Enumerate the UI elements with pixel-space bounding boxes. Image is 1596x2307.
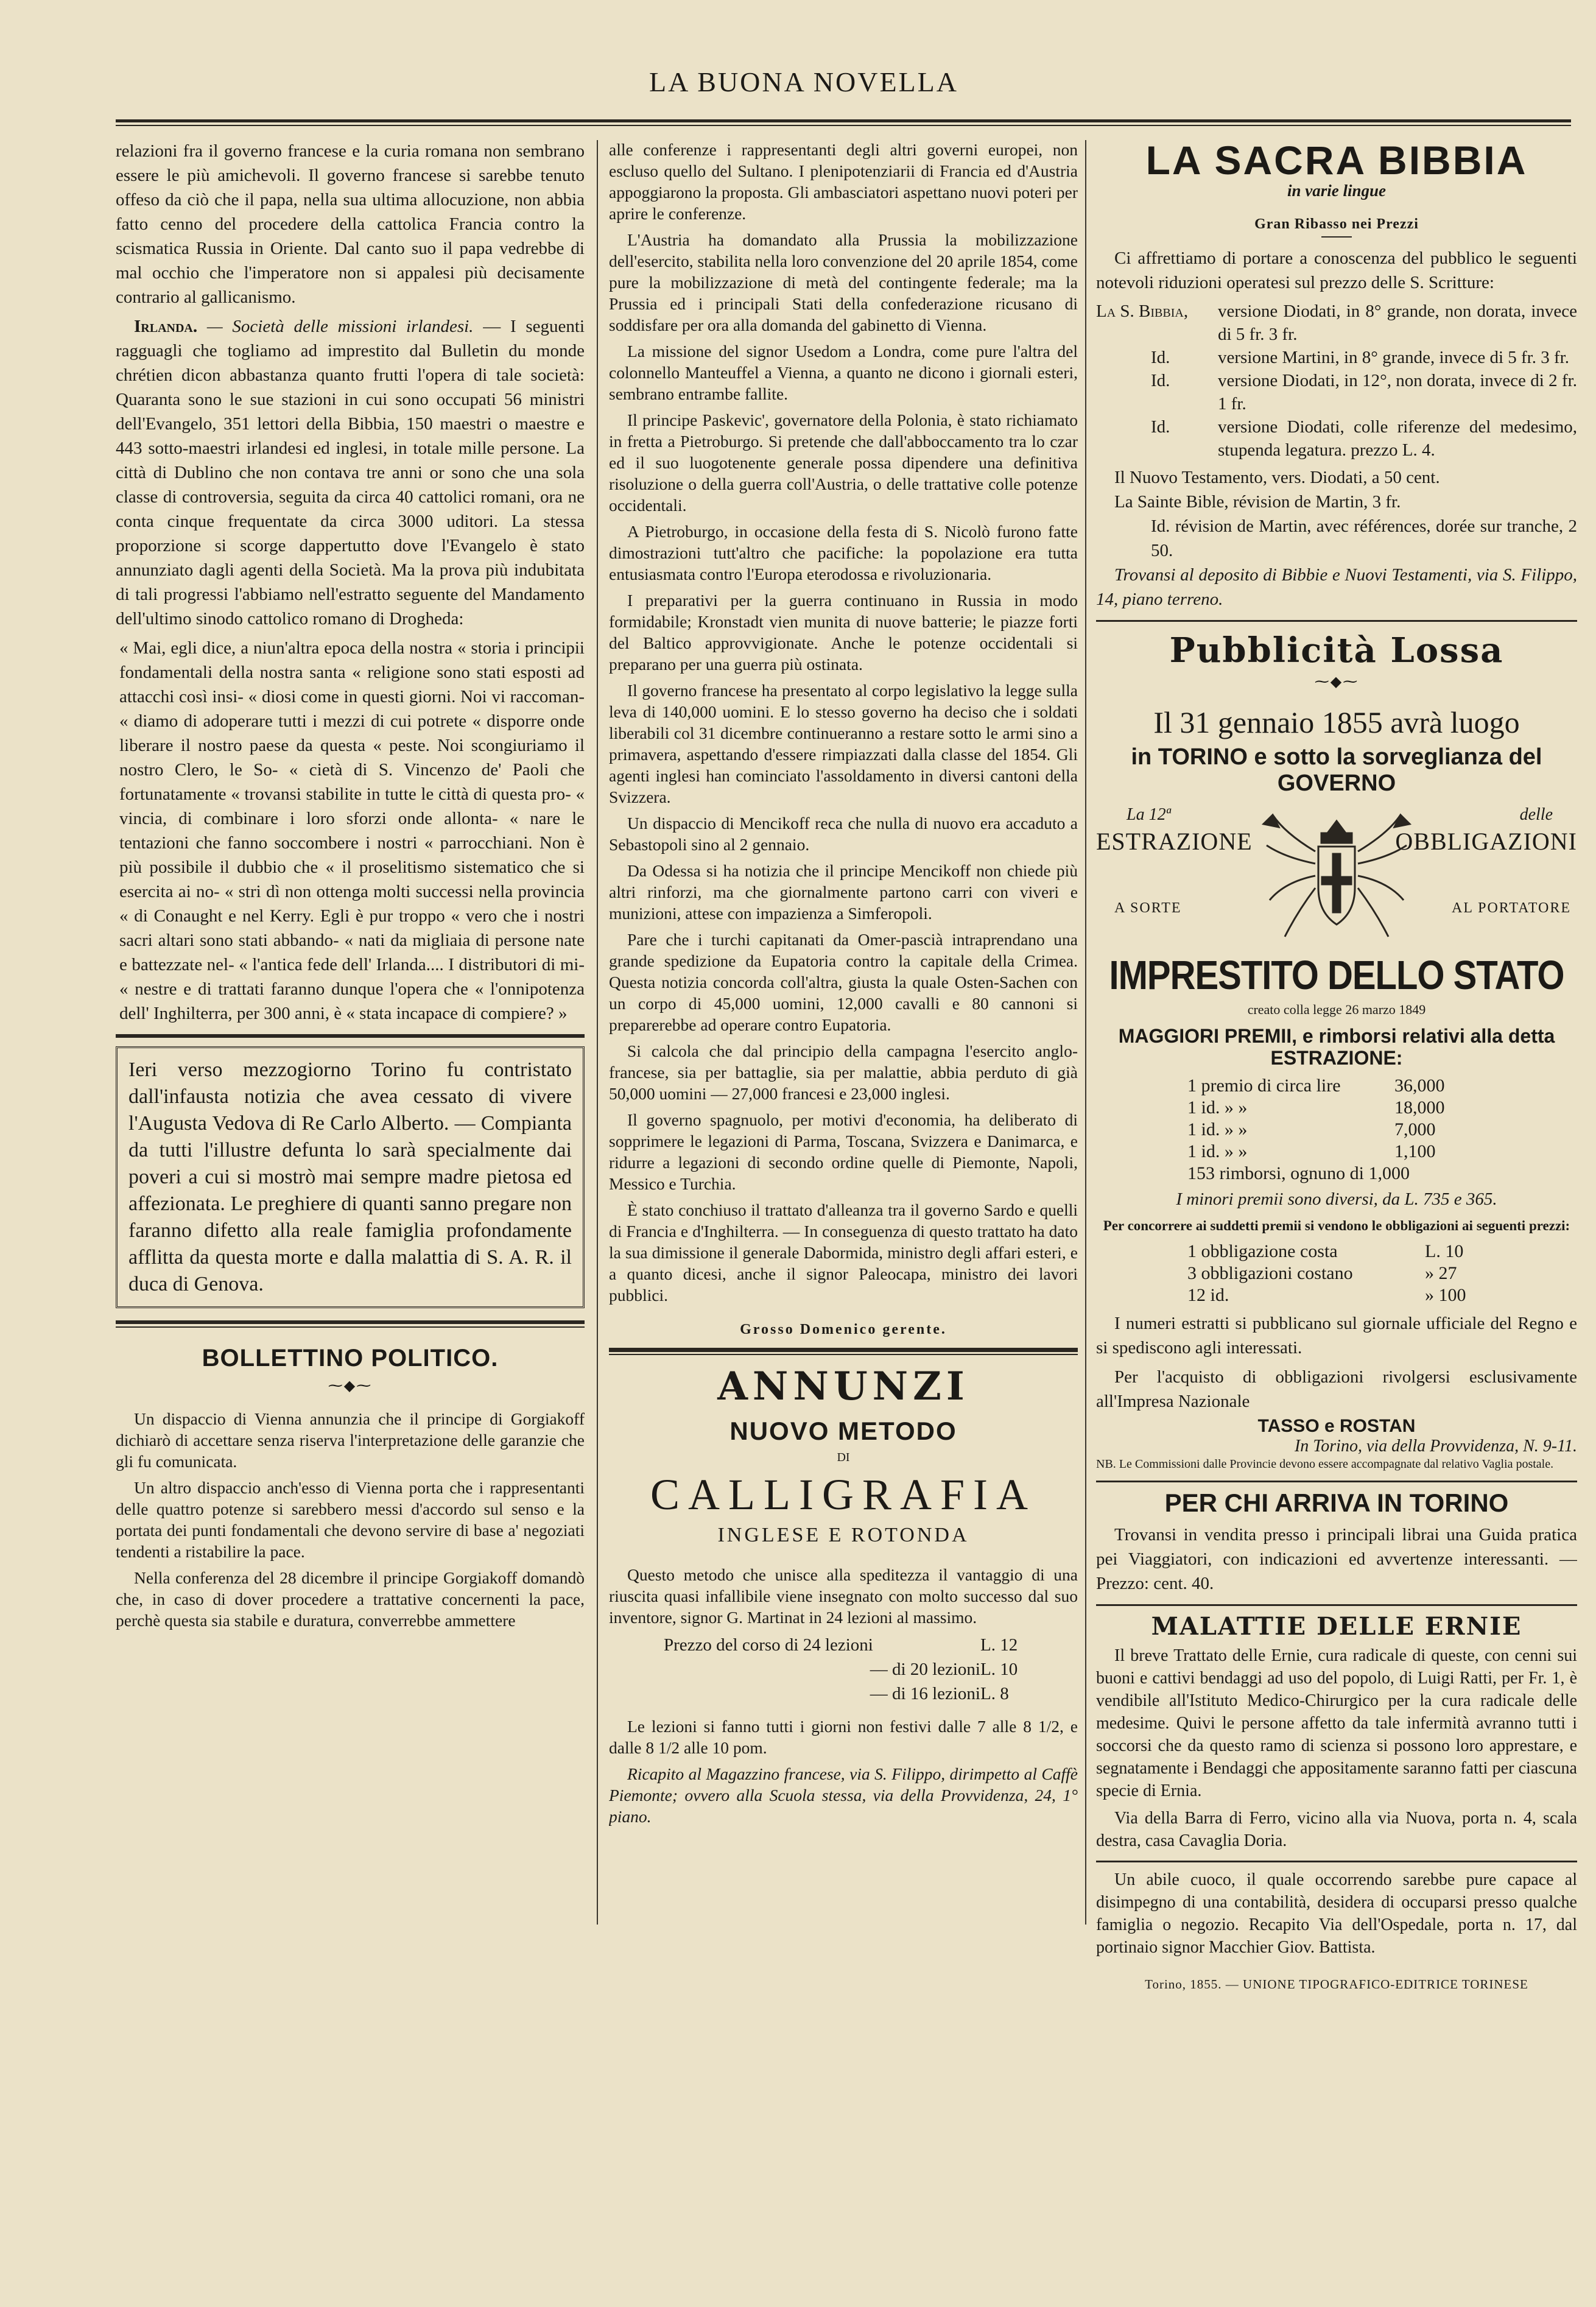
cost-label: 3 obbligazioni costano	[1187, 1263, 1353, 1283]
per-concorrere: Per concorrere ai suddetti premii si vendono le obbligazioni ai seguenti prezzi:	[1103, 1218, 1570, 1233]
trovansi: Trovansi al deposito di Bibbie e Nuovi Testamenti, via S. Filippo, 14, piano terreno.	[1096, 565, 1577, 609]
price-row	[609, 1657, 1078, 1682]
al-portatore-label: AL PORTATORE	[1452, 900, 1571, 916]
masthead: LA BUONA NOVELLA	[649, 66, 958, 97]
annunzi-rule	[609, 1348, 1078, 1352]
prize-row	[1096, 1097, 1577, 1119]
nuovo-testamento: Il Nuovo Testamento, vers. Diodati, a 50 cent.	[1114, 468, 1440, 487]
malattie-text: Il breve Trattato delle Ernie, cura radicale di queste, con cenni sui buoni e cattivi bendaggi ad uso del popolo, di Luigi Ratti, per Fr. 1, è vendibile all'Istituto Medico-Chirurgico per la cura radicale delle medesime. Quivi le persone affetto da tale infermità avranno tutti i soccorsi che da questo ramo di scienza si possono loro apprestare, e segnatamente i Bendaggi che appositamente saranno fatti per ciascuna specie di Ernia.	[1096, 1646, 1577, 1800]
column-2	[609, 139, 1078, 2167]
entry-text: versione Martini, in 8° grande, invece di 5 fr. 3 fr.	[1218, 348, 1569, 367]
box-rule-thin	[116, 1326, 585, 1328]
inglese-rotonda: INGLESE E ROTONDA	[717, 1524, 969, 1546]
news-paragraph: Si calcola che dal principio della campagna l'esercito anglo-francese, sia per battaglie, sia per malattie, abbia perduto di già 50,000 uomini — 27,000 francesi e 23,000 inglesi.	[609, 1041, 1078, 1103]
calligrafia-address: Ricapito al Magazzino francese, via S. Filippo, dirimpetto al Caffè Piemonte; ovvero alla Scuola stessa, via della Provvidenza, 24, 1° piano.	[609, 1764, 1078, 1826]
prize-row	[1096, 1075, 1577, 1097]
news-paragraph: I preparativi per la guerra continuano in Russia in modo formidabile; Kronstadt vien munita di nuove batterie; le piazze forti del Baltico approvvigionate. Anche le potenze occidentali si preparano per una guerra più ostinata.	[609, 591, 1078, 674]
cost-value: » 27	[1425, 1263, 1457, 1283]
numeri-estratti: I numeri estratti si pubblicano sul giornale ufficiale del Regno e si spediscono agli interessati.	[1096, 1314, 1577, 1358]
ornament: ⁓◆⁓	[328, 1378, 373, 1394]
bibbia-entry	[1096, 415, 1577, 462]
entry-label: Id.	[1151, 348, 1170, 367]
bollettino-paragraph: Nella conferenza del 28 dicembre il principe Gorgiakoff domandò che, in caso di dover procedere a trattative concernenti la pace, perchè questa sia stabile e duratura, converrebbe ammettere	[116, 1568, 585, 1630]
article-paragraph: relazioni fra il governo francese e la curia romana non sembrano essere le più amichevoli. Il governo francese si sarebbe tenuto offeso da ciò che il papa, nella sua ultima allocuzione, non abbia fatto cenno del procedere della cattolica Francia contro la scismatica Russia in Oriente. Dal canto suo il papa vedrebbe di mal occhio che l'imperatore non si appalesi più decisamente contrario al gallicanismo.	[116, 141, 585, 307]
premi-heading: MAGGIORI PREMII, e rimborsi relativi alla detta ESTRAZIONE:	[1118, 1025, 1555, 1069]
price-value: L. 10	[980, 1660, 1018, 1679]
column-1	[116, 139, 585, 2167]
bibbia-entry	[1096, 346, 1577, 369]
price-label: — di 16 lezioni	[870, 1684, 980, 1703]
annunzi-heading: ANNUNZI	[717, 1364, 969, 1409]
tasso-rostan: TASSO e ROSTAN	[1257, 1416, 1416, 1436]
creato-legge: creato colla legge 26 marzo 1849	[1247, 1002, 1426, 1017]
entry-text: versione Diodati, colle riferenze del medesimo, stupenda legatura. prezzo L. 4.	[1218, 417, 1577, 460]
cost-row	[1096, 1241, 1577, 1263]
prize-label: 1 premio di circa lire	[1187, 1076, 1341, 1096]
gerente-signature: Grosso Domenico gerente.	[740, 1322, 947, 1337]
section-rule	[1096, 1604, 1577, 1606]
bibbia-entry	[1096, 369, 1577, 415]
section-rule	[1096, 1481, 1577, 1482]
masthead-rule-thin	[116, 125, 1571, 126]
bibbia-subtitle: in varie lingue	[1287, 181, 1386, 200]
sainte-bible: La Sainte Bible, révision de Martin, 3 fr.	[1114, 492, 1401, 512]
prize-row	[1096, 1119, 1577, 1141]
estrazione-label: ESTRAZIONE	[1096, 828, 1253, 855]
torino-address: In Torino, via della Provvidenza, N. 9-11.	[1294, 1437, 1577, 1456]
lottery-date: Il 31 gennaio 1855 avrà luogo	[1153, 705, 1520, 739]
pubblicita-title: Pubblicità Lossa	[1169, 630, 1504, 671]
prize-value: 7,000	[1394, 1119, 1436, 1139]
cost-row	[1096, 1263, 1577, 1284]
price-list	[609, 1633, 1078, 1706]
irlanda-text: — I seguenti ragguagli che togliamo ad imprestito dal Bulletin du monde chrétien dicon abbastanza quanto frutti l'opera di tale società: Quaranta sono le sue stazioni in cui sono occupati 56 ministri dell'Evangelo, 351 lettori della Bibbia, 150 maestri o maestre e 443 sotto-maestri irlandesi ed inglesi, in totale mille persone. La città di Dublino che non contava tre anni or sono che una sola classe di controversia, seguita da circa 40 cattolici romani, ora ne conta cinque frequentate da circa 3000 uditori. La stessa proporzione si scorge dappertutto dove l'Evangelo è stato annunziato dagli agenti della Società. Ma la prova più indubitata di tali progressi l'abbiamo nell'estratto seguente del Mandamento dell'ultimo sinodo cattolico romano di Drogheda:	[116, 317, 585, 629]
cost-value: » 100	[1425, 1285, 1466, 1305]
arriva-text: Trovansi in vendita presso i principali librai una Guida pratica pei Viaggiatori, con indicazioni ed avvertenze interessanti. — Prezzo: cent. 40.	[1096, 1525, 1577, 1593]
calligrafia-schedule: Le lezioni si fanno tutti i giorni non festivi dalle 7 alle 8 1/2, e dalle 8 1/2 alle 10 pom.	[609, 1717, 1078, 1757]
news-paragraph: È stato conchiuso il trattato d'alleanza tra il governo Sardo e quelli di Francia e d'Inghilterra. — In conseguenza di questo trattato ha dato la sua dimissione il generale Dabormida, ministro degli affari esteri, e a quanto dicesi, anche il signor Paleocapa, ministro dei lavori pubblici.	[609, 1200, 1078, 1305]
a-sorte-label: A SORTE	[1114, 900, 1182, 916]
news-paragraph: Un dispaccio di Mencikoff reca che nulla di nuovo era accaduto a Sebastopoli sino al 2 gennaio.	[609, 814, 1078, 854]
prize-label: 1 id. » »	[1187, 1119, 1248, 1139]
bollettino-heading: BOLLETTINO POLITICO.	[202, 1345, 499, 1372]
price-row	[609, 1682, 1078, 1706]
mourning-notice: Ieri verso mezzogiorno Torino fu contristato dall'infausta notizia che avea cessato di vivere l'Augusta Vedova di Re Carlo Alberto. — Compianta da tutti l'illustre defunta lo sarà specialmente dai poveri a cui si mostrò mai sempre madre pietosa ed affezionata. Le preghiere di quanti sanno pregare non faranno difetto alla reale famiglia profondamente afflitta da questa morte e dalla malattia di S. A. R. il duca di Genova.	[116, 1046, 585, 1308]
section-rule	[1096, 1861, 1577, 1862]
prize-row	[1096, 1141, 1577, 1163]
short-rule	[1321, 236, 1352, 238]
news-paragraph: A Pietroburgo, in occasione della festa di S. Nicolò furono fatte dimostrazioni tutt'altro che pacifiche: la popolazione era tutta entusiasmata contro l'Europa eterodossa e rivoluzionaria.	[609, 522, 1078, 583]
bibbia-entry	[1096, 300, 1577, 346]
price-label: — di 20 lezioni	[870, 1660, 980, 1679]
news-paragraph: L'Austria ha domandato alla Prussia la mobilizzazione dell'esercito, stabilita nella loro convenzione del 20 aprile 1854, come pure la mobilizzazione di metà del contingente federale; ma la Prussia ed i principali Stati della confederazione ricusano di soddisfare per ora alla domanda del gabinetto di Vienna.	[609, 230, 1078, 334]
imprestito-heading: IMPRESTITO DELLO STATO	[1109, 953, 1564, 998]
lottery-emblem	[1096, 805, 1577, 949]
news-paragraph: Da Odessa si ha notizia che il principe Mencikoff non chiede più altri rinforzi, ma che giornalmente partono carri con viveri e munizioni, attese con impazienza a Simferopoli.	[609, 861, 1078, 923]
delle-label: delle	[1519, 805, 1553, 824]
section-rule	[1096, 620, 1577, 622]
price-value: L. 8	[980, 1684, 1009, 1703]
column-3	[1096, 139, 1577, 2167]
savoy-crest-icon	[1260, 809, 1413, 949]
cuoco-notice: Un abile cuoco, il quale occorrendo sarebbe pure capace al disimpegno di una contabilità, desidera di occuparsi presso qualche famiglia o negozio. Recapito Via dell'Ospedale, porta n. 17, dal portinaio signor Macchier Giov. Battista.	[1096, 1870, 1577, 1957]
entry-label: Id.	[1151, 371, 1170, 390]
cost-label: 1 obbligazione costa	[1187, 1241, 1338, 1261]
bollettino-paragraph: Un altro dispaccio anch'esso di Vienna porta che i rappresentanti delle quattro potenze si sarebbero messi d'accordo sul senso e la portata dei punti fondamentali che devono servire di base a' negoziati tendenti a ristabilire la pace.	[116, 1478, 585, 1561]
prize-value: 18,000	[1394, 1097, 1445, 1118]
news-paragraph: Il principe Paskevic', governatore della Polonia, è stato richiamato in fretta a Pietroburgo. Si pretende che dall'abboccamento tra lo czar ed il suo luogotenente generale possa dipendere una definitiva risoluzione o della guerra coll'Austria, o delle trattative colle potenze occidentali.	[609, 410, 1078, 515]
masthead-rule	[116, 119, 1571, 122]
prize-value: 36,000	[1394, 1076, 1445, 1096]
acquisto: Per l'acquisto di obbligazioni rivolgersi esclusivamente all'Impresa Nazionale	[1096, 1367, 1577, 1411]
news-paragraph: Pare che i turchi capitanati da Omer-pascià intraprendano una grande spedizione da Eupatoria contro la capitale della Crimea. Questa notizia concorda coll'altra, giusta la quale Osten-Sachen con un corpo di 45,000 uomini, 12,000 cavalli e 80 cannoni si preparerebbe ad operare contro Eupatoria.	[609, 930, 1078, 1034]
news-paragraph: La missione del signor Usedom a Londra, come pure l'altra del colonnello Manteuffel a Vienna, a quanto ne dicono i giornali esteri, sembrano entrambe fallite.	[609, 342, 1078, 403]
bollettino-paragraph: Un dispaccio di Vienna annunzia che il principe di Gorgiakoff dichiarò di accettare senza riserva l'interpretazione delle garanzie che gli fu comunicata.	[116, 1409, 585, 1471]
bibbia-intro: Ci affrettiamo di portare a conoscenza del pubblico le seguenti notevoli riduzioni operatesi sul prezzo delle S. Scritture:	[1096, 248, 1577, 292]
prize-value: 1,100	[1394, 1141, 1436, 1161]
ornament: ⁓◆⁓	[1314, 674, 1359, 690]
irlanda-article	[116, 314, 585, 631]
cost-list	[1096, 1241, 1577, 1306]
box-rule	[116, 1320, 585, 1324]
bibbia-title: LA SACRA BIBBIA	[1145, 139, 1528, 183]
printer-footer: Torino, 1855. — UNIONE TIPOGRAFICO-EDITRICE TORINESE	[1145, 1977, 1528, 1992]
lottery-place: in TORINO e sotto la sorveglianza del GOVERNO	[1131, 744, 1542, 796]
rimborsi: 153 rimborsi, ognuno di 1,000	[1187, 1163, 1410, 1183]
annunzi-rule-thin	[609, 1354, 1078, 1355]
entry-label: Id.	[1151, 417, 1170, 437]
la12-label: La 12ª	[1127, 805, 1171, 824]
cost-row	[1096, 1284, 1577, 1306]
column-divider-2	[1085, 140, 1086, 1925]
irlanda-label: Irlanda.	[134, 317, 198, 336]
news-paragraph: Il governo francese ha presentato al corpo legislativo la legge sulla leva di 140,000 uomini. E lo stesso governo ha deciso che i soldati liberabili col 31 dicembre continueranno a restare sotto le armi sino a primavera, aspettando d'essere rimpiazzati dalla classe del 1854. Gli agenti inglesi han cominciato l'assoldamento in diversi cantoni della Svizzera.	[609, 681, 1078, 806]
cost-label: 12 id.	[1187, 1285, 1229, 1305]
price-row	[609, 1633, 1078, 1657]
price-value: L. 12	[980, 1635, 1018, 1655]
irlanda-title: — Società delle missioni irlandesi.	[206, 317, 474, 336]
drogheda-quote: « Mai, egli dice, a niun'altra epoca della nostra « storia i principii fondamentali della nostra santa « religione sono stati esposti ad attacchi così insi- « diosi come in questi giorni. Noi vi raccoman- « diamo di adoperare tutti i mezzi di cui potrete « disporre onde liberare il nostro paese da questa « peste. Noi scongiuriamo il nostro Clero, le So- « cietà di S. Vincenzo de' Paoli che fortunatamente « trovansi stabilite in tutte le città di questa pro- « vincia, di combinare i loro sforzi onde allonta- « nare le tentazioni che fanno soccombere i nostri « parrocchiani. Non è più possibile il dubbio che « il proselitismo sistematico che si esercita ai no- « stri dì non ottenga molti successi nella provincia « di Conaught e nel Kerry. Egli è pur troppo « vero che i nostri sacri altari sono stati abbando- « nati da migliaia di persone nate e battezzate nel- « l'antica fede dell' Irlanda.... I distributori di mi- « nestre e di trattati faranno dunque l'opera che « l'onnipotenza dell' Inghilterra, per 300 anni, è « stata incapace di compiere? »	[119, 638, 585, 1023]
malattie-address: Via della Barra di Ferro, vicino alla via Nuova, porta n. 4, scala destra, casa Cavaglia Doria.	[1096, 1809, 1577, 1850]
cost-value: L. 10	[1425, 1241, 1464, 1261]
entry-text: versione Diodati, in 8° grande, non dorata, invece di 5 fr. 3 fr.	[1218, 301, 1577, 344]
prize-label: 1 id. » »	[1187, 1097, 1248, 1118]
nb-note: NB. Le Commissioni dalle Provincie devono essere accompagnate dal relativo Vaglia postale.	[1096, 1457, 1554, 1471]
malattie-heading: MALATTIE DELLE ERNIE	[1151, 1612, 1522, 1641]
entry-text: versione Diodati, in 12°, non dorata, invece di 2 fr. 1 fr.	[1218, 371, 1577, 414]
price-label: Prezzo del corso di 24 lezioni	[664, 1635, 873, 1655]
calligrafia-text: Questo metodo che unisce alla speditezza il vantaggio di una riuscita quasi infallibile viene insegnato con molto successo dal suo inventore, signor G. Martinat in 24 lezioni al massimo.	[609, 1565, 1078, 1627]
nuovo-metodo: NUOVO METODO	[729, 1417, 957, 1445]
sainte-bible-2: Id. révision de Martin, avec références, dorée sur tranche, 2 50.	[1151, 516, 1577, 560]
news-paragraph: Il governo spagnuolo, per motivi d'economia, ha deliberato di sopprimere le legazioni di Parma, Toscana, Svizzera e Danimarca, e ridurre a legazioni di secondo ordine quelle di Piemonte, Napoli, Messico e Turchia.	[609, 1110, 1078, 1193]
arriva-heading: PER CHI ARRIVA IN TORINO	[1164, 1488, 1509, 1517]
prize-list	[1096, 1075, 1577, 1185]
ribasso-heading: Gran Ribasso nei Prezzi	[1254, 216, 1419, 232]
prize-label: 1 id. » »	[1187, 1141, 1248, 1161]
entry-label: La S. Bibbia,	[1096, 301, 1189, 321]
calligrafia-title: CALLIGRAFIA	[650, 1470, 1036, 1519]
obbligazioni-label: OBBLIGAZIONI	[1395, 828, 1577, 855]
box-rule	[116, 1034, 585, 1038]
news-paragraph: alle conferenze i rappresentanti degli altri governi europei, non escluso quello del Sultano. I plenipotenziarii di Francia ed d'Austria appoggiarono la proposta. Gli ambasciatori aspettano nuovi poteri per aprire le conferenze.	[609, 140, 1078, 223]
minori-premii: I minori premii sono diversi, da L. 735 e 365.	[1176, 1189, 1497, 1209]
column-divider-1	[597, 140, 598, 1925]
di-label: DI	[837, 1451, 850, 1464]
